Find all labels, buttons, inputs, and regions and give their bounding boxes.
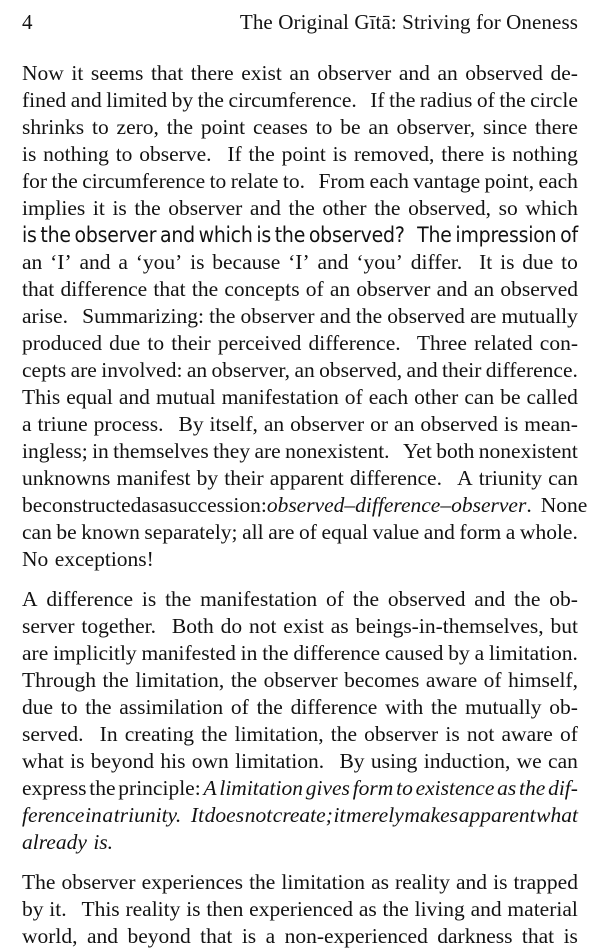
text-line: Now it seems that there exist an observer and an observed de- [22,61,578,85]
paragraph-3 [22,869,578,950]
text-line: is nothing to observe. If the point is removed, there is nothing [22,142,578,166]
text-line: that difference that the concepts of an observer and an observed [22,277,578,301]
text-line: No exceptions! [22,547,154,571]
text-line: due to the assimilation of the difference with the mutually ob- [22,695,578,719]
text-line: cepts are involved: an observer, an observed, and their difference. [22,358,578,382]
text-line: be constructed as a succession: observed–difference–observer . None [22,493,588,517]
text-line: can be known separately; all are of equal value and form a whole. [22,520,578,544]
text-line: This equal and mutual manifestation of each other can be called [22,385,578,409]
text-line: Through the limitation, the observer becomes aware of himself, [22,668,578,692]
text-line: ingless; in themselves they are nonexistent. Yet both nonexistent [22,439,578,463]
text-line: an ‘I’ and a ‘you’ is because ‘I’ and ‘you’ differ. It is due to [22,250,578,274]
text-line: world, and beyond that is a non-experienced darkness that is [22,924,578,948]
text-line: served. In creating the limitation, the observer is not aware of [22,722,578,746]
text-line: already is. [22,830,114,854]
text-line: by it. This reality is then experienced as the living and material [22,897,578,921]
running-header [0,0,600,46]
text-line: server together. Both do not exist as beings-in-themselves, but [22,614,578,638]
body-text-block [22,60,588,950]
running-title: The Original Gītā: Striving for Oneness [239,10,578,34]
text-line: are implicitly manifested in the difference caused by a limitation. [22,641,578,665]
text-line: express the principle: A limitation gives form to existence as the dif- [22,776,578,800]
text-line: arise. Summarizing: the observer and the observed are mutually [22,304,578,328]
paragraph-2 [22,586,578,856]
text-line: The observer experiences the limitation as reality and is trapped [22,870,578,894]
text-line: A difference is the manifestation of the observed and the ob- [22,587,578,611]
text-line: unknowns manifest by their apparent difference. A triunity can [22,466,578,490]
page-number: 4 [22,10,33,34]
paragraph-1 [22,60,588,573]
text-line: a triune process. By itself, an observer or an observed is mean- [22,412,578,436]
text-line: shrinks to zero, the point ceases to be an observer, since there [22,115,578,139]
text-line: implies it is the observer and the other the observed, so which [22,196,578,220]
text-line: produced due to their perceived difference. Three related con- [22,331,578,355]
text-line: fined and limited by the circumference. If the radius of the circle [22,88,578,112]
text-line: what is beyond his own limitation. By using induction, we can [22,749,578,773]
text-line: is the observer and which is the observed? The impression of [22,223,578,247]
text-line: ference in a triunity. It does not create; it merely makes apparent what [22,803,578,827]
text-line: for the circumference to relate to. From each vantage point, each [22,169,578,193]
